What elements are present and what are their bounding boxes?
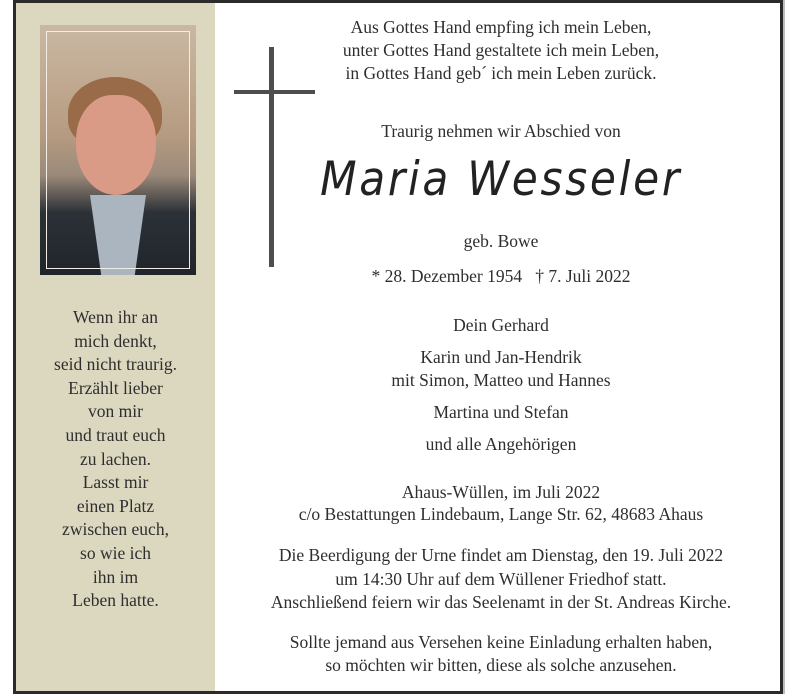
closing-note (216, 631, 786, 677)
bible-verse (216, 16, 786, 85)
poem-line: mich denkt, (74, 330, 157, 351)
maiden-name: geb. Bowe (463, 231, 539, 251)
poem-line: von mir (88, 401, 143, 422)
verse-line: unter Gottes Hand gestaltete ich mein Leben, (342, 40, 660, 60)
left-panel (16, 3, 215, 691)
poem-line: und traut euch (65, 424, 166, 445)
place-date: Ahaus-Wüllen, im Juli 2022 (401, 482, 601, 502)
poem-line: zu lachen. (80, 448, 151, 469)
verse-line: Aus Gottes Hand empfing ich mein Leben, (350, 17, 652, 37)
life-dates (216, 266, 786, 287)
verse-line: in Gottes Hand geb´ ich mein Leben zurück. (345, 63, 657, 83)
funeral-line: Die Beerdigung der Urne findet am Dienstag, den 19. Juli 2022 (278, 545, 724, 565)
poem-line: Erzählt lieber (68, 377, 163, 398)
mourner-line: und alle Angehörigen (425, 434, 577, 454)
death-date: † 7. Juli 2022 (535, 266, 631, 286)
closing-line: so möchten wir bitten, diese als solche anzusehen. (325, 655, 677, 675)
poem-line: ihn im (92, 566, 139, 587)
poem-line: Leben hatte. (72, 590, 159, 611)
place-and-address (216, 481, 786, 525)
poem-line: Lasst mir (82, 472, 149, 493)
mourner-line: mit Simon, Matteo und Hannes (391, 370, 611, 390)
poem-line: so wie ich (80, 542, 151, 563)
funeral-line: um 14:30 Uhr auf dem Wüllener Friedhof statt. (335, 568, 667, 589)
mourner-line: Martina und Stefan (433, 402, 569, 422)
mourners-list (216, 314, 786, 456)
address: c/o Bestattungen Lindebaum, Lange Str. 62, 48683 Ahaus (298, 504, 704, 524)
cross-icon-bar (234, 90, 315, 94)
poem-line: einen Platz (76, 495, 155, 516)
intro-text: Traurig nehmen wir Abschied von (381, 121, 621, 141)
poem (16, 306, 215, 613)
portrait-photo (40, 25, 196, 275)
funeral-details (216, 544, 786, 615)
poem-line: seid nicht traurig. (54, 354, 177, 375)
deceased-name: Maria Wesseler (320, 152, 682, 207)
closing-line: Sollte jemand aus Versehen keine Einladung erhalten haben, (289, 632, 713, 652)
birth-date: * 28. Dezember 1954 (371, 266, 523, 286)
mourner-line: Dein Gerhard (453, 315, 549, 335)
poem-line: zwischen euch, (62, 519, 169, 540)
photo-frame-line (46, 31, 190, 269)
funeral-line: Anschließend feiern wir das Seelenamt in der St. Andreas Kirche. (270, 592, 732, 612)
mourner-line: Karin und Jan-Hendrik (420, 347, 582, 367)
poem-line: Wenn ihr an (72, 307, 159, 327)
